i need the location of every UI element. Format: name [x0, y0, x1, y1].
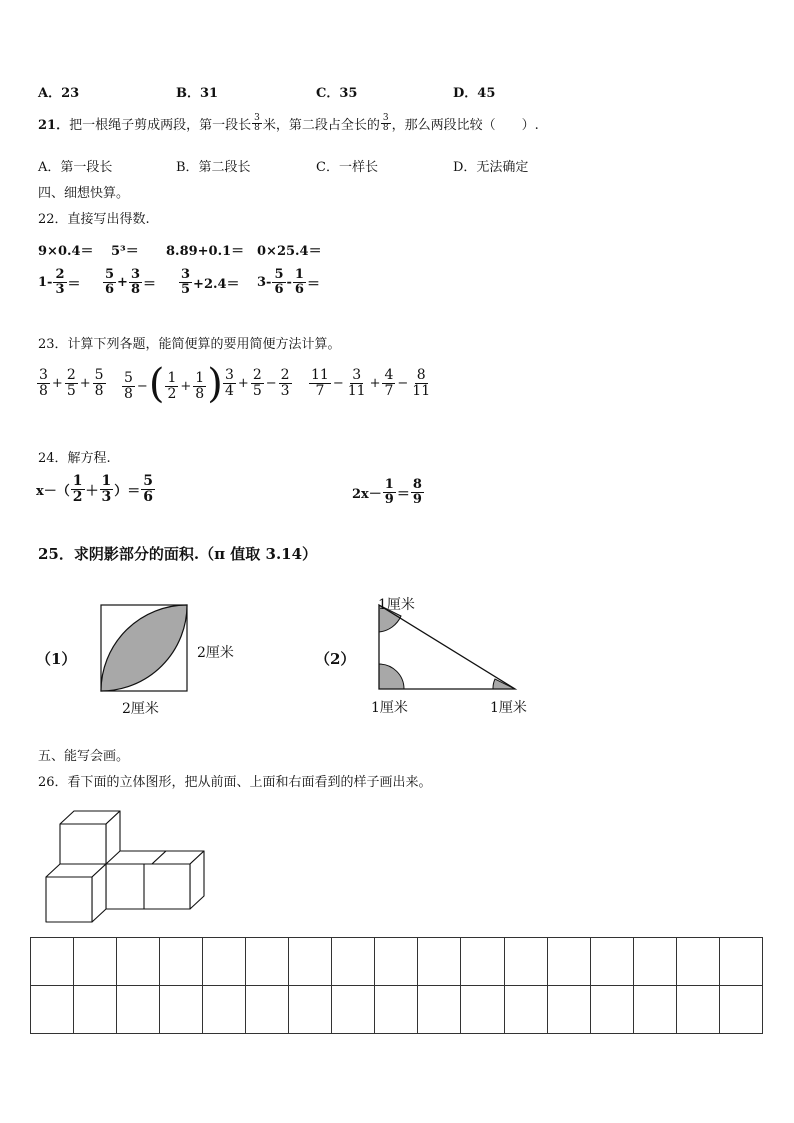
fraction: $\frac{3}{8}$ [254, 113, 260, 134]
grid-cell[interactable] [246, 938, 289, 986]
question-24-title: 24．解方程. [38, 451, 111, 466]
answer-grid[interactable] [30, 937, 763, 1034]
grid-cell[interactable] [203, 938, 246, 986]
expression: 3- $\frac{5}{6}$ - $\frac{1}{6}$ ＝ [257, 267, 320, 297]
dimension-label: 2厘米 [197, 645, 234, 661]
fraction: $\frac{2}{3}$ [55, 267, 65, 297]
fraction: $\frac{1}{8}$ [195, 369, 205, 402]
grid-cell[interactable] [719, 938, 762, 986]
grid-cell[interactable] [676, 938, 719, 986]
grid-cell[interactable] [418, 986, 461, 1034]
fraction: $\frac{5}{6}$ [105, 267, 115, 297]
fraction: $\frac{11}{7}$ [311, 367, 329, 399]
fraction: $\frac{8}{11}$ [412, 367, 431, 399]
question-text: 把一根绳子剪成两段，第一段长 [69, 118, 252, 134]
grid-cell[interactable] [461, 986, 504, 1034]
question-23-title: 23．计算下列各题，能简便算的要用简便方法计算。 [38, 337, 341, 352]
expression: $\frac{3}{5}$ +2.4＝ [181, 267, 240, 297]
option-d: D．无法确定 [453, 160, 529, 175]
question-text: 米，第二段占全长的 [262, 118, 380, 134]
grid-cell[interactable] [719, 986, 762, 1034]
fraction: $\frac{1}{3}$ [101, 473, 112, 505]
grid-cell[interactable] [633, 938, 676, 986]
fraction: $\frac{3}{11}$ [347, 367, 366, 399]
grid-cell[interactable] [31, 938, 74, 986]
fraction: $\frac{3}{4}$ [225, 367, 234, 399]
triangle-figure [370, 600, 530, 695]
expression: 1- $\frac{2}{3}$ ＝ [38, 267, 81, 297]
option-a: A．23 [38, 86, 80, 101]
grid-cell[interactable] [332, 986, 375, 1034]
cube-solid-figure [42, 806, 208, 926]
fraction: $\frac{5}{8}$ [94, 367, 104, 399]
grid-cell[interactable] [289, 938, 332, 986]
grid-cell[interactable] [504, 938, 547, 986]
expression: 5³＝ [111, 244, 139, 259]
dimension-label: 1厘米 [378, 597, 415, 613]
grid-row [31, 986, 763, 1034]
option-c: C．一样长 [316, 160, 378, 175]
expression: $\frac{3}{4}$ + $\frac{2}{5}$ − $\frac{2}{3}$ [225, 367, 290, 399]
grid-cell[interactable] [676, 986, 719, 1034]
grid-cell[interactable] [590, 986, 633, 1034]
fraction: $\frac{3}{8}$ [130, 267, 140, 297]
fraction: $\frac{1}{6}$ [294, 267, 304, 297]
question-26-title: 26．看下面的立体图形，把从前面、上面和右面看到的样子画出来。 [38, 775, 432, 790]
fraction: $\frac{4}{7}$ [384, 367, 394, 399]
question-22-title: 22．直接写出得数. [38, 212, 150, 227]
grid-cell[interactable] [375, 938, 418, 986]
fraction: $\frac{1}{9}$ [384, 477, 394, 507]
grid-cell[interactable] [160, 986, 203, 1034]
fraction: $\frac{8}{9}$ [412, 477, 422, 507]
grid-cell[interactable] [332, 938, 375, 986]
grid-row [31, 938, 763, 986]
grid-cell[interactable] [461, 938, 504, 986]
grid-cell[interactable] [117, 986, 160, 1034]
expression: 8.89+0.1＝ [166, 244, 245, 259]
fraction: $\frac{3}{8}$ [39, 367, 48, 399]
grid-cell[interactable] [418, 938, 461, 986]
grid-cell[interactable] [289, 986, 332, 1034]
option-d: D．45 [453, 86, 496, 101]
fraction: $\frac{3}{8}$ [382, 113, 389, 134]
figure-label: （1） [36, 650, 77, 668]
grid-cell[interactable] [246, 986, 289, 1034]
question-number: 21． [38, 118, 70, 134]
expression: $\frac{11}{7}$ − $\frac{3}{11}$ + $\frac{4}{7}$ − $\frac{8}{11}$ [311, 367, 431, 399]
question-text: ，那么两段比较（ ）. [391, 118, 539, 134]
grid-cell[interactable] [203, 986, 246, 1034]
question-25-title: 25．求阴影部分的面积.（π 值取 3.14） [38, 545, 318, 563]
question-21 [38, 114, 539, 134]
square-leaf-figure [98, 602, 194, 694]
equation: x－（ $\frac{1}{2}$ ＋ $\frac{1}{3}$ ）＝ $\frac{5}{6}$ [36, 473, 154, 505]
option-a: A．第一段长 [38, 160, 113, 175]
grid-cell[interactable] [547, 938, 590, 986]
dimension-label: 1厘米 [490, 700, 527, 716]
expression: 9×0.4＝ [38, 244, 94, 259]
grid-cell[interactable] [590, 938, 633, 986]
dimension-label: 2厘米 [122, 701, 159, 717]
grid-cell[interactable] [160, 938, 203, 986]
grid-cell[interactable] [74, 938, 117, 986]
expression: 0×25.4＝ [257, 244, 322, 259]
grid-cell[interactable] [117, 938, 160, 986]
grid-cell[interactable] [74, 986, 117, 1034]
grid-cell[interactable] [547, 986, 590, 1034]
fraction: $\frac{5}{6}$ [274, 267, 284, 297]
equation: 2x－ $\frac{1}{9}$ ＝ $\frac{8}{9}$ [352, 477, 422, 507]
fraction: $\frac{2}{3}$ [280, 367, 290, 399]
fraction: $\frac{1}{2}$ [72, 473, 83, 505]
grid-cell[interactable] [31, 986, 74, 1034]
expression: $\frac{5}{6}$ + $\frac{3}{8}$ ＝ [105, 267, 157, 297]
expression: $\frac{3}{8}$ + $\frac{2}{5}$ + $\frac{5}{8}$ [39, 367, 104, 399]
grid-cell[interactable] [504, 986, 547, 1034]
fraction: $\frac{1}{2}$ [167, 369, 177, 402]
option-b: B．31 [176, 86, 219, 101]
fraction: $\frac{5}{8}$ [124, 369, 133, 402]
option-b: B．第二段长 [176, 160, 251, 175]
expression: $\frac{5}{8}$ − ( $\frac{1}{2}$ + $\frac{1}{8}$ ) [124, 361, 223, 407]
section-heading: 四、细想快算。 [38, 186, 130, 201]
fraction: $\frac{5}{6}$ [143, 473, 154, 505]
section-heading: 五、能写会画。 [38, 749, 130, 764]
fraction: $\frac{2}{5}$ [252, 367, 262, 399]
grid-cell[interactable] [633, 986, 676, 1034]
dimension-label: 1厘米 [371, 700, 408, 716]
fraction: $\frac{2}{5}$ [66, 367, 76, 399]
figure-label: （2） [315, 650, 356, 668]
fraction: $\frac{3}{5}$ [181, 267, 191, 297]
grid-cell[interactable] [375, 986, 418, 1034]
option-c: C．35 [316, 86, 358, 101]
